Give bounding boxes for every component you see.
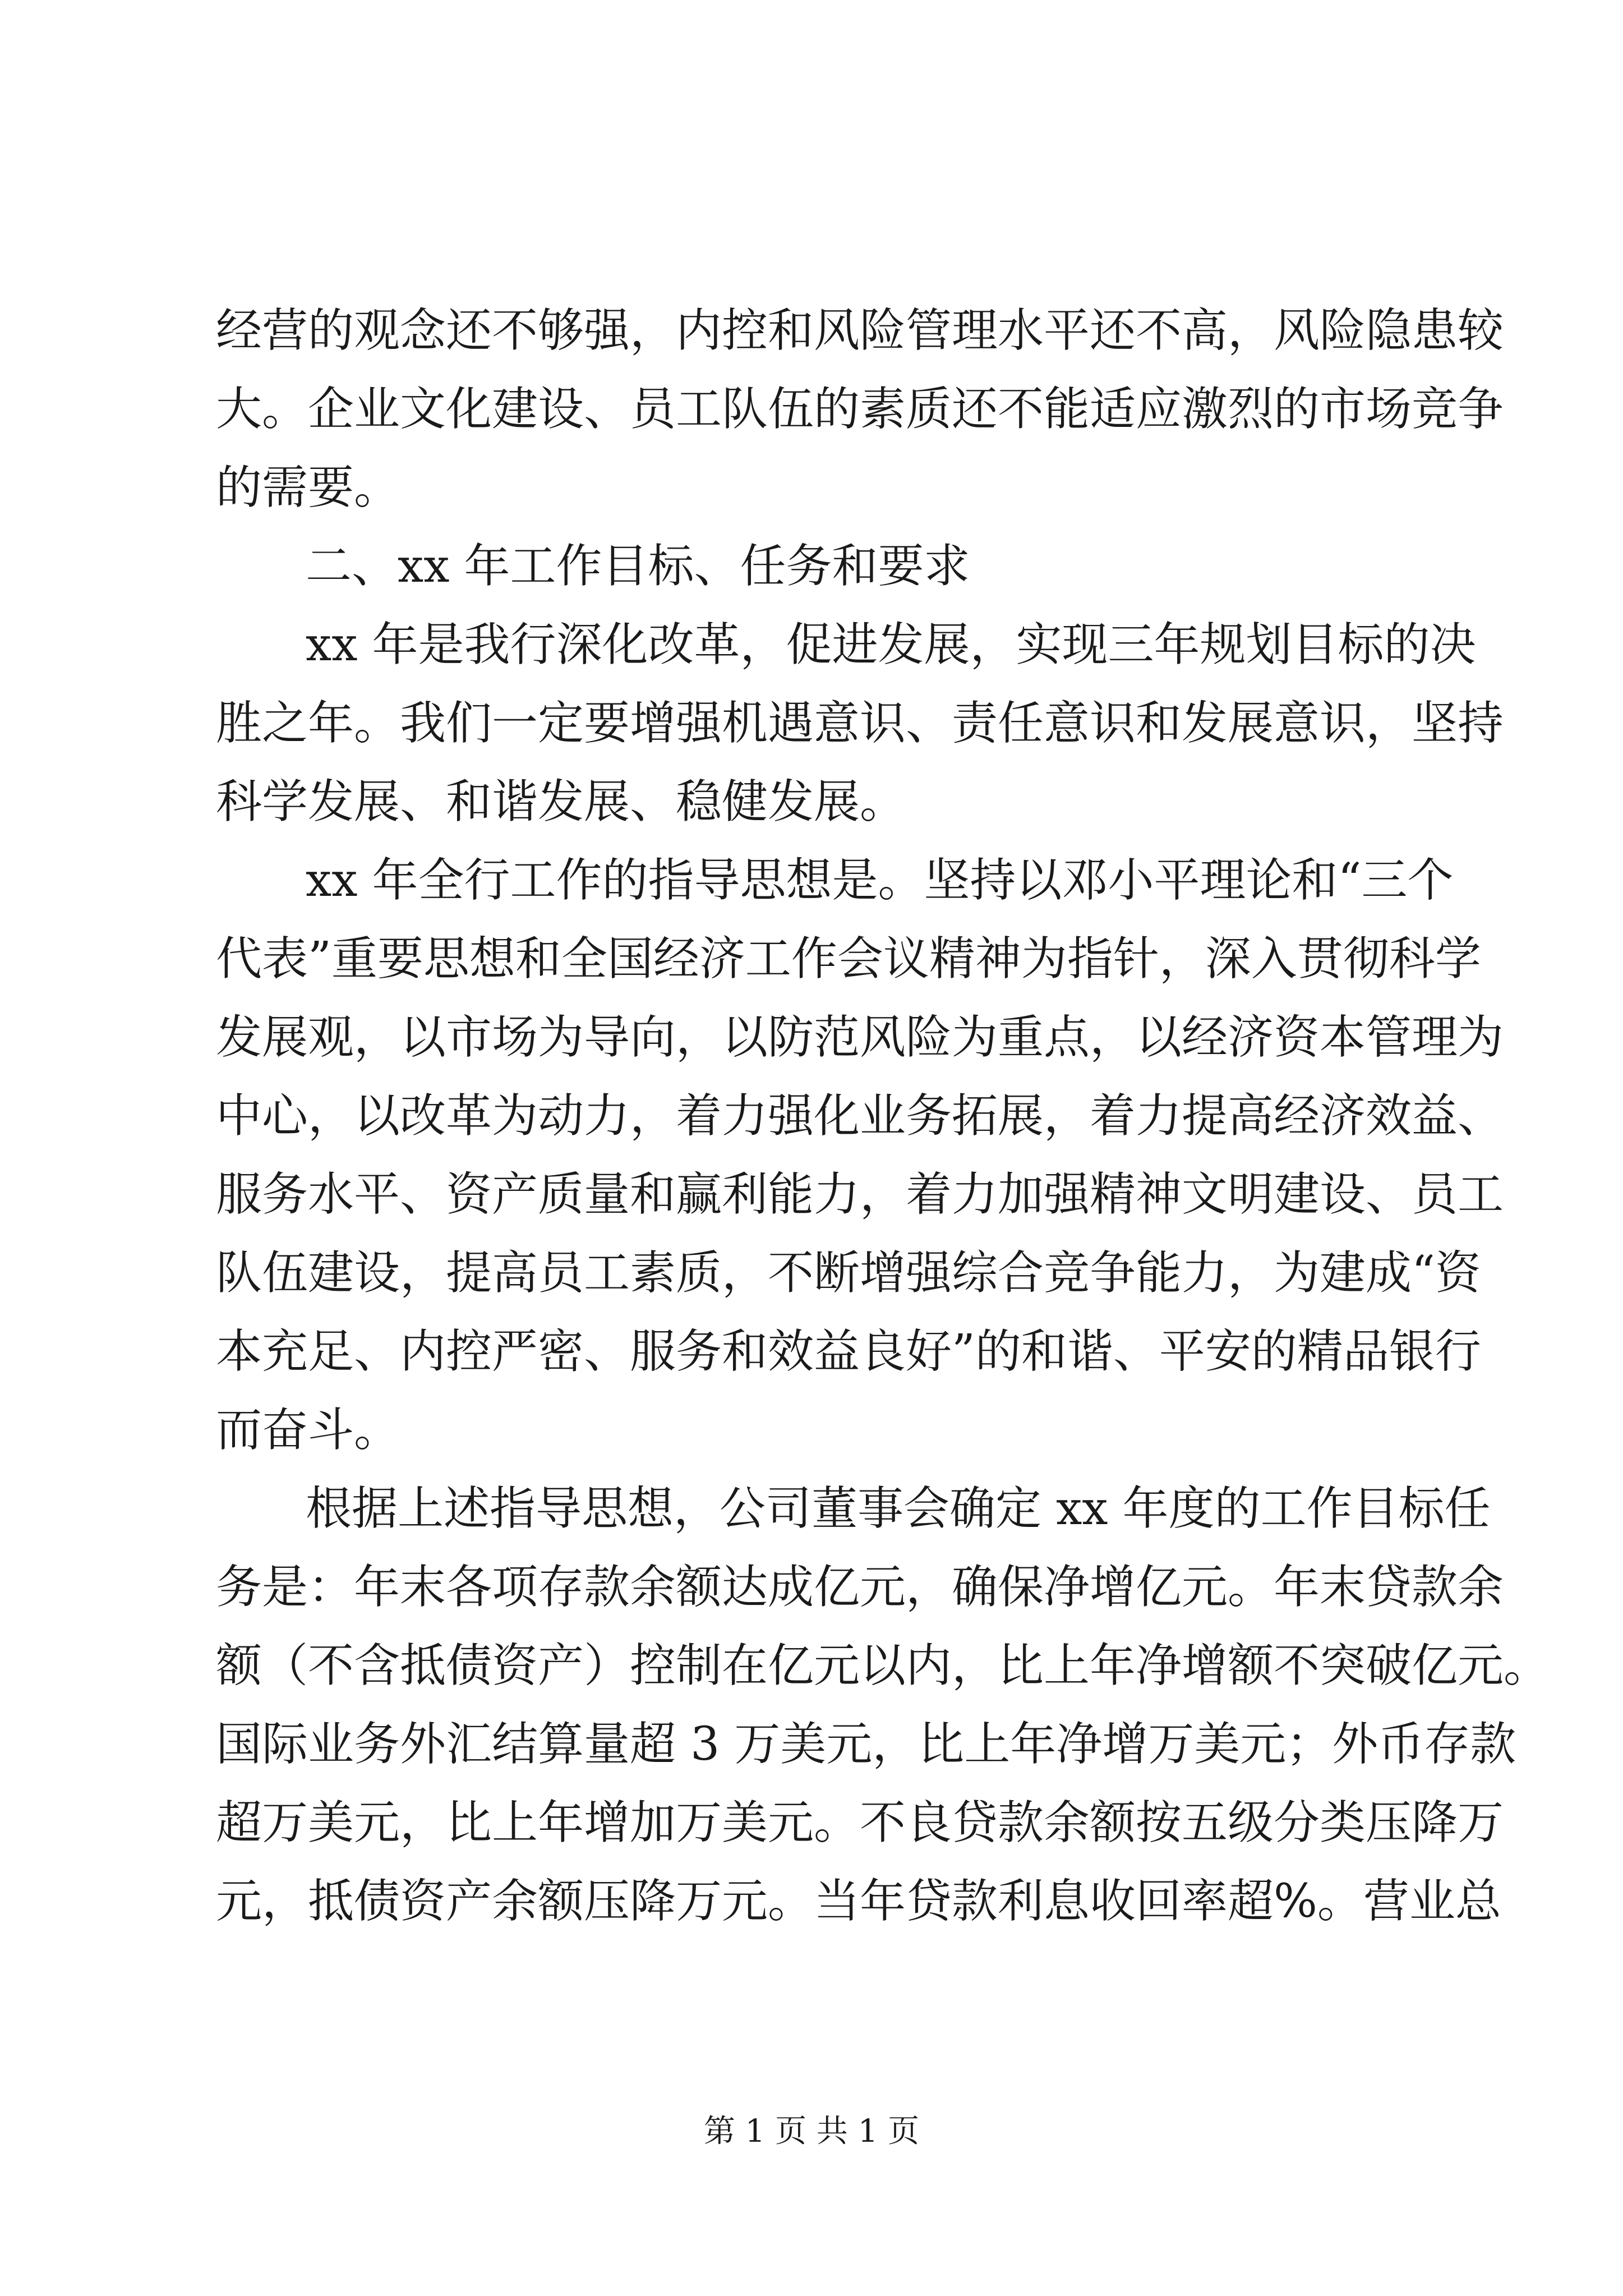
paragraph-4-line-6: 队伍建设，提高员工素质，不断增强综合竞争能力，为建成“资 [216,1246,1481,1300]
paragraph-4-line-4: 中心，以改革为动力，着力强化业务拓展，着力提高经济效益、 [216,1089,1504,1143]
paragraph-4-line-1: xx 年全行工作的指导思想是。坚持以邓小平理论和“三个 [306,854,1454,907]
paragraph-4-line-3: 发展观，以市场为导向，以防范风险为重点，以经济资本管理为 [216,1011,1504,1064]
paragraph-5-line-3: 额（不含抵债资产）控制在亿元以内，比上年净增额不突破亿元。 [216,1639,1550,1692]
paragraph-4-line-2: 代表”重要思想和全国经济工作会议精神为指针，深入贯彻科学 [216,932,1481,986]
paragraph-3-line-2: 胜之年。我们一定要增强机遇意识、责任意识和发展意识，坚持 [216,697,1504,750]
paragraph-5-line-6: 元，抵债资产余额压降万元。当年贷款利息收回率超%。营业总 [216,1875,1501,1928]
section-heading: 二、xx 年工作目标、任务和要求 [306,540,970,593]
paragraph-5-line-5: 超万美元，比上年增加万美元。不良贷款余额按五级分类压降万 [216,1796,1504,1849]
page-number-footer: 第 1 页 共 1 页 [703,2113,920,2150]
document-body [216,292,1550,1941]
paragraph-5-line-1: 根据上述指导思想，公司董事会确定 xx 年度的工作目标任 [306,1482,1491,1535]
paragraph-4-line-8: 而奋斗。 [216,1404,400,1457]
paragraph-4-line-5: 服务水平、资产质量和赢利能力，着力加强精神文明建设、员工 [216,1168,1504,1221]
paragraph-1-line-2: 大。企业文化建设、员工队伍的素质还不能适应激烈的市场竞争 [216,383,1504,436]
paragraph-1-line-3: 的需要。 [216,461,400,514]
paragraph-3-line-1: xx 年是我行深化改革，促进发展，实现三年规划目标的决 [306,618,1476,671]
paragraph-5-line-4: 国际业务外汇结算量超 3 万美元，比上年净增万美元；外币存款 [216,1718,1516,1771]
paragraph-4-line-7: 本充足、内控严密、服务和效益良好”的和谐、平安的精品银行 [216,1325,1481,1378]
paragraph-1-line-1: 经营的观念还不够强，内控和风险管理水平还不高，风险隐患较 [216,304,1504,357]
paragraph-5-line-2: 务是：年末各项存款余额达成亿元，确保净增亿元。年末贷款余 [216,1561,1504,1614]
paragraph-3-line-3: 科学发展、和谐发展、稳健发展。 [216,775,906,829]
